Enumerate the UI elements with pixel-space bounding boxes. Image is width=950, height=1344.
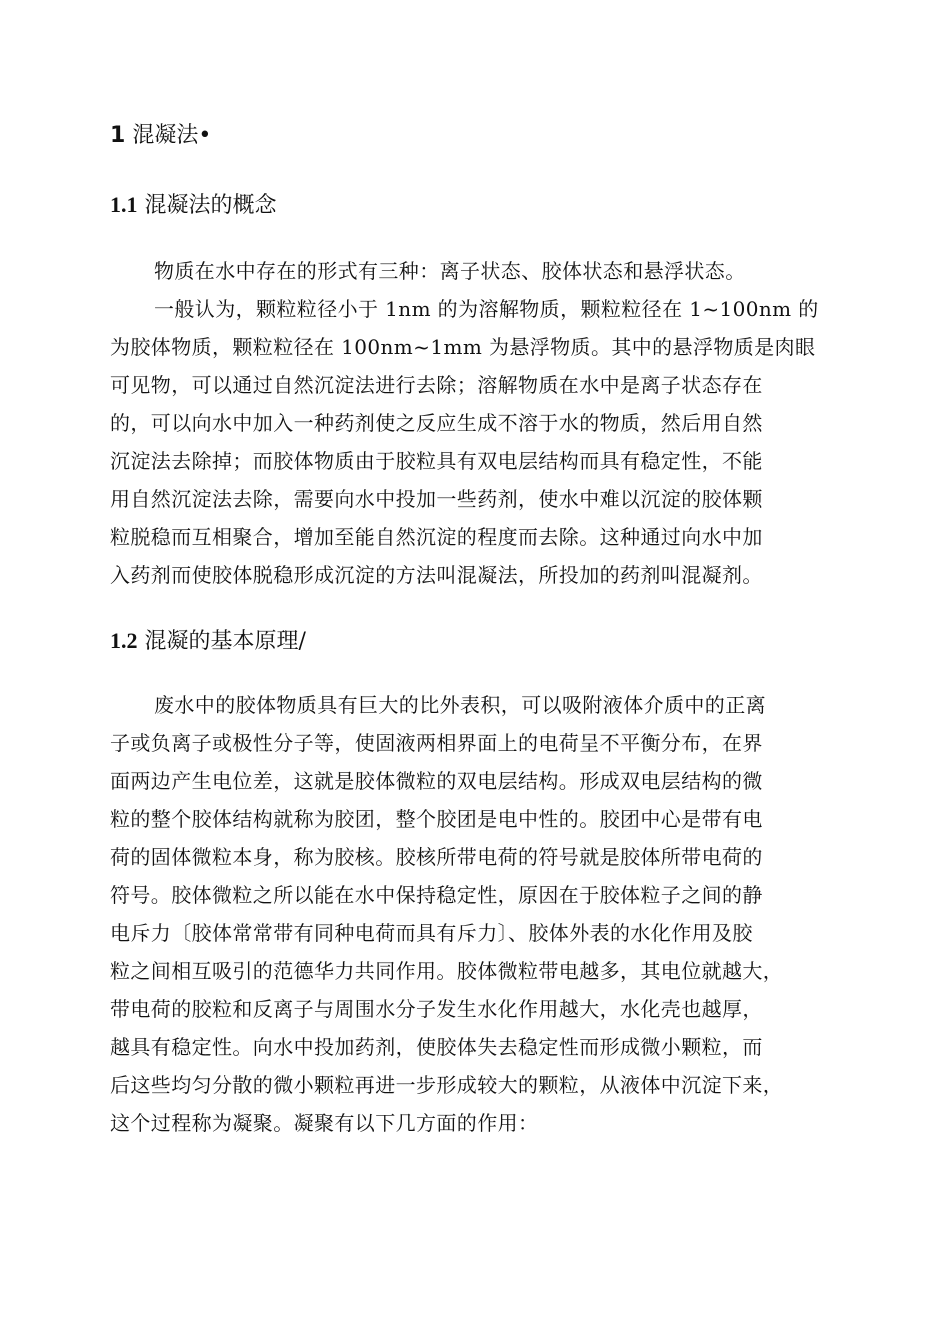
text-line: 的，可以向水中加入一种药剂使之反应生成不溶于水的物质，然后用自然 — [110, 411, 763, 435]
text-line: 符号。胶体微粒之所以能在水中保持稳定性，原因在于胶体粒子之间的静 — [110, 883, 763, 907]
text-line: 面两边产生电位差，这就是胶体微粒的双电层结构。形成双电层结构的微 — [110, 769, 763, 793]
text-line: 粒脱稳而互相聚合，增加至能自然沉淀的程度而去除。这种通过向水中加 — [110, 525, 763, 549]
text-line: 越具有稳定性。向水中投加药剂，使胶体失去稳定性而形成微小颗粒，而 — [110, 1035, 763, 1059]
section-heading-1 — [110, 118, 211, 149]
text-line: 一般认为，颗粒粒径小于 1nm 的为溶解物质，颗粒粒径在 1~100nm 的 — [154, 297, 819, 321]
section-title: 混凝的基本原理/ — [144, 629, 306, 654]
text-line: 沉淀法去除掉；而胶体物质由于胶粒具有双电层结构而具有稳定性，不能 — [110, 449, 763, 473]
text-line: 废水中的胶体物质具有巨大的比外表积，可以吸附液体介质中的正离 — [154, 693, 766, 717]
text-line: 入药剂而使胶体脱稳形成沉淀的方法叫混凝法，所投加的药剂叫混凝剂。 — [110, 563, 763, 587]
text-line: 这个过程称为凝聚。凝聚有以下几方面的作用： — [110, 1111, 539, 1135]
text-line: 粒的整个胶体结构就称为胶团，整个胶团是电中性的。胶团中心是带有电 — [110, 807, 763, 831]
text-line: 粒之间相互吸引的范德华力共同作用。胶体微粒带电越多，其电位就越大， — [110, 959, 784, 983]
section-title: 混凝法的概念 — [144, 193, 277, 218]
section-number: 1 — [110, 123, 126, 148]
text-line: 用自然沉淀法去除，需要向水中投加一些药剂，使水中难以沉淀的胶体颗 — [110, 487, 763, 511]
section-number: 1.1 — [110, 192, 138, 217]
section-heading-1-2 — [110, 624, 306, 655]
text-line: 带电荷的胶粒和反离子与周围水分子发生水化作用越大，水化壳也越厚， — [110, 997, 763, 1021]
paragraph-coagulation-principle — [110, 686, 850, 1142]
text-line: 电斥力〔胶体常常带有同种电荷而具有斥力〕、胶体外表的水化作用及胶 — [110, 921, 753, 945]
section-number: 1.2 — [110, 628, 138, 653]
section-title: 混凝法• — [132, 123, 212, 148]
text-line: 后这些均匀分散的微小颗粒再进一步形成较大的颗粒，从液体中沉淀下来， — [110, 1073, 784, 1097]
paragraph-coagulation-concept — [110, 290, 850, 594]
text-line: 为胶体物质，颗粒粒径在 100nm~1mm 为悬浮物质。其中的悬浮物质是肉眼 — [110, 335, 816, 359]
paragraph-forms-of-matter — [110, 252, 850, 290]
text-line: 子或负离子或极性分子等，使固液两相界面上的电荷呈不平衡分布，在界 — [110, 731, 763, 755]
text-line: 荷的固体微粒本身，称为胶核。胶核所带电荷的符号就是胶体所带电荷的 — [110, 845, 763, 869]
text-line: 可见物，可以通过自然沉淀法进行去除；溶解物质在水中是离子状态存在 — [110, 373, 763, 397]
section-heading-1-1 — [110, 188, 277, 219]
text-line: 物质在水中存在的形式有三种：离子状态、胶体状态和悬浮状态。 — [154, 259, 746, 283]
